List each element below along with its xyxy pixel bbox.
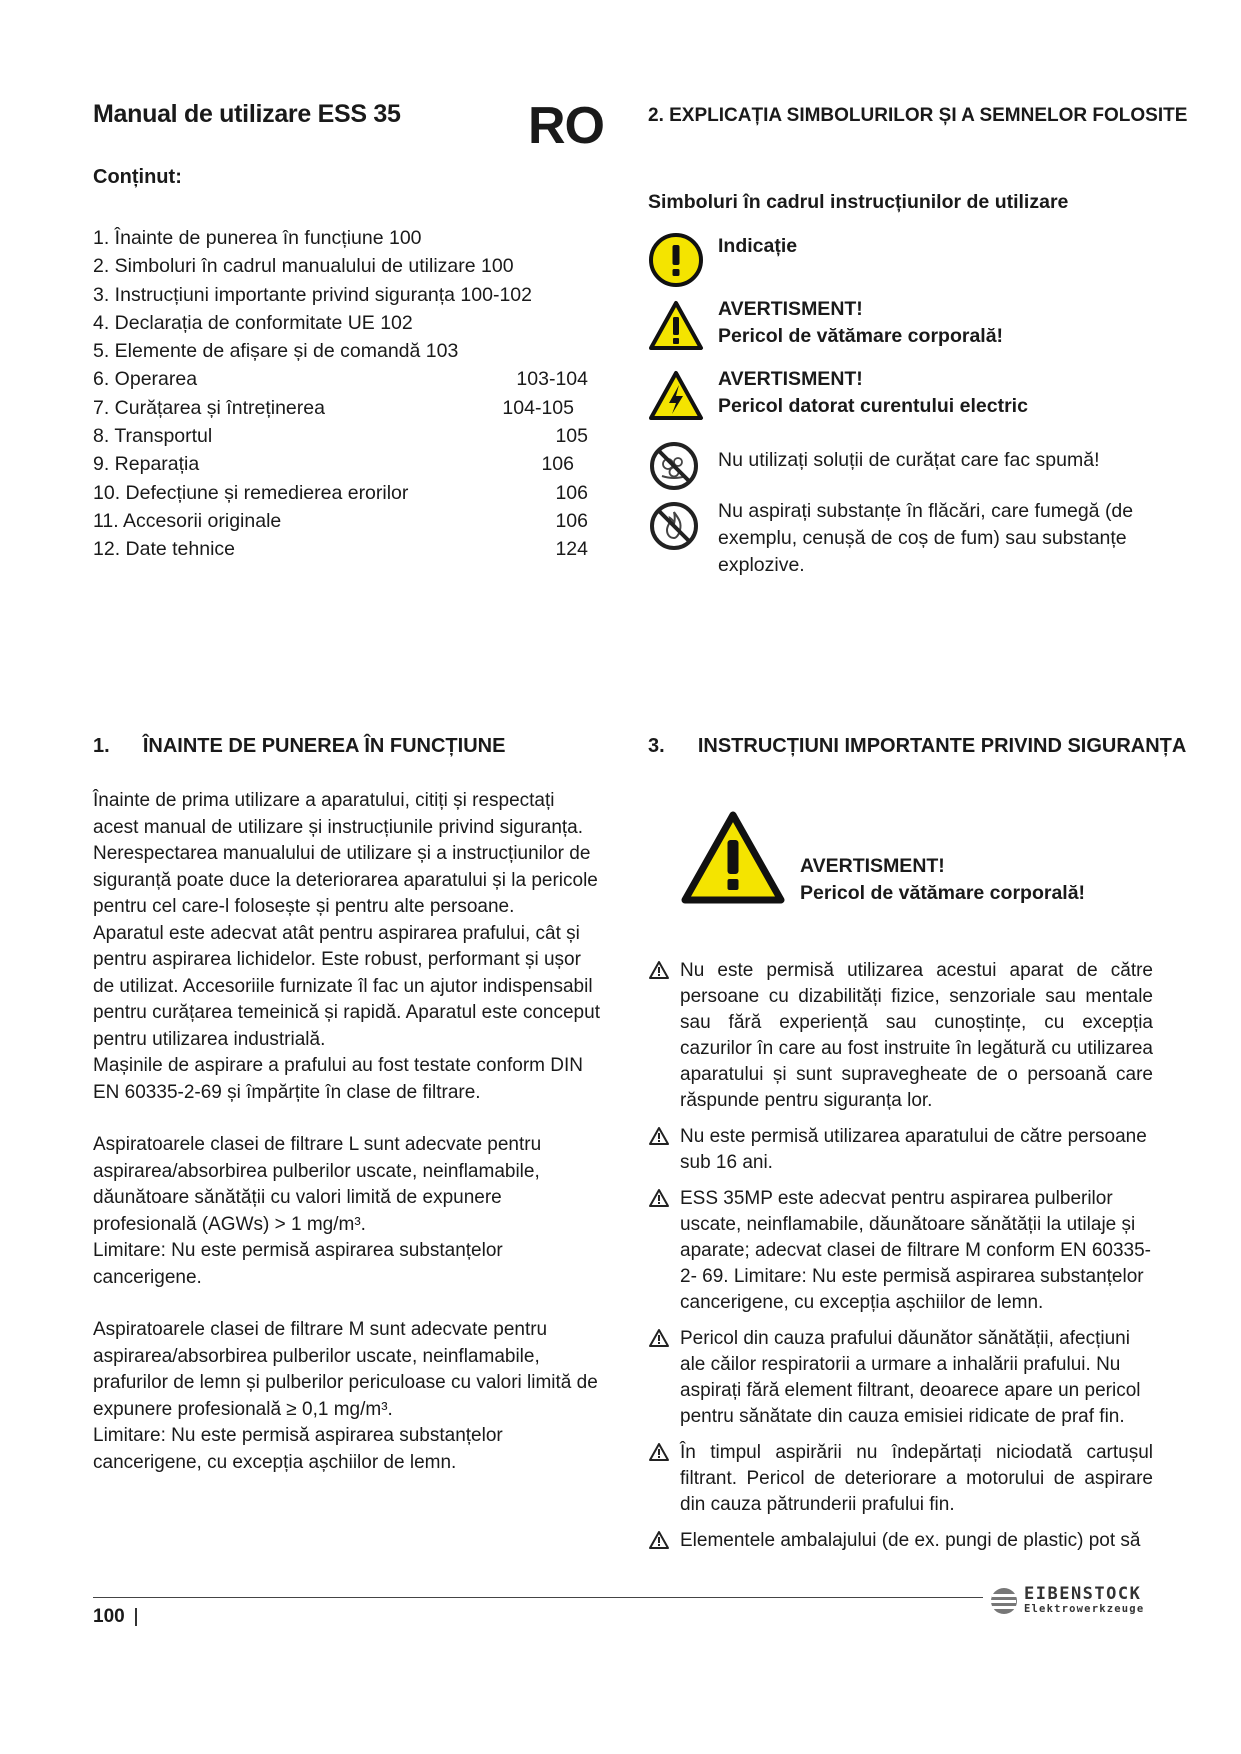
- section1-heading-number: 1.: [93, 735, 110, 757]
- contents-label: Conținut:: [93, 166, 182, 188]
- toc-item-title: 8. Transportul: [93, 425, 213, 448]
- symbol-text: explozive.: [718, 554, 805, 576]
- toc-item-title: 1. Înainte de punerea în funcțiune 100: [93, 227, 422, 249]
- small-warning-icon: [648, 1126, 670, 1146]
- toc-item-title: 6. Operarea: [93, 368, 198, 391]
- safety-bullet-text: ESS 35MP este adecvat pentru aspirarea pulberilor uscate, neinflamabile, dăunătoare sănătății la utilaje și aparate; adecvat clasei de filtrare M conform EN 60335-2- 69. Limitare: Nu este permisă aspirarea substanțelor cancerigene, cu excepția așchiilor de lemn.: [680, 1188, 1152, 1313]
- brand-name: EIBENSTOCK: [1024, 1584, 1142, 1604]
- small-warning-icon: [648, 1530, 670, 1550]
- toc-item-page: 106: [541, 453, 574, 476]
- section1-body: [93, 788, 603, 1476]
- exclamation-circle-icon: [648, 232, 704, 288]
- section1-paragraph: Înainte de prima utilizare a aparatului, citiți și respectați acest manual de utilizare și instrucțiunile privind siguranța. Nerespectarea manualului de utilizare și a instrucțiunilor de siguranță poate duce la deteriorarea aparatului și la pericole pentru cel care-l folosește și pentru alte persoane.: [93, 790, 598, 917]
- toc-item-page: 106: [555, 481, 588, 504]
- section1-paragraph: Aspiratoarele clasei de filtrare M sunt adecvate pentru aspirarea/absorbirea pulberilor uscate, neinflamabile, prafurilor de lemn și pulberilor periculoase cu valori limită de expunere profesională ≥ 0,1 mg/m³.: [93, 1319, 598, 1420]
- safety-bullet-text: Elementele ambalajului (de ex. pungi de plastic) pot să: [680, 1530, 1141, 1551]
- section1-paragraph: Limitare: Nu este permisă aspirarea substanțelor cancerigene.: [93, 1240, 503, 1288]
- small-warning-icon: [648, 1188, 670, 1208]
- safety-bullet-list: [648, 958, 1153, 1564]
- large-warning-triangle-icon: [680, 810, 786, 906]
- toc-item-page: 106: [555, 509, 588, 532]
- small-warning-icon: [648, 960, 670, 980]
- safety-bullet-text: În timpul aspirării nu îndepărtați niciodată cartușul filtrant. Pericol de deteriorare a motorului de aspirare din cauza pătrunderii prafului fin.: [680, 1442, 1153, 1515]
- no-foam-icon: [648, 440, 700, 492]
- toc-item: [93, 394, 588, 422]
- toc-item: [93, 252, 588, 280]
- toc-item: [93, 450, 588, 478]
- symbol-text: Pericol datorat curentului electric: [718, 395, 1028, 417]
- toc-item: [93, 281, 588, 309]
- toc-item-title: 11. Accesorii originale: [93, 509, 282, 532]
- section3-heading-number: 3.: [648, 735, 665, 757]
- safety-bullet: [648, 1124, 1153, 1176]
- table-of-contents: [93, 224, 588, 564]
- toc-item: [93, 422, 588, 450]
- brand-logo-icon: [988, 1586, 1020, 1616]
- toc-item-title: 3. Instrucțiuni importante privind siguranța 100-102: [93, 283, 532, 306]
- toc-item-page: 104-105: [502, 396, 574, 419]
- section3-heading-text: INSTRUCȚIUNI IMPORTANTE PRIVIND SIGURANȚA: [697, 735, 1187, 757]
- toc-item-page: 105: [555, 425, 588, 448]
- toc-item: [93, 309, 588, 337]
- document-title: Manual de utilizare ESS 35: [93, 100, 401, 128]
- section3-heading: [648, 735, 1186, 758]
- section1-paragraph: Aparatul este adecvat atât pentru aspirarea prafului, cât și pentru aspirarea lichidelor. Este robust, performant și ușor de utilizat. Accesoriile furnizate îl fac un ajutor indispensabil pentru curățarea temeinică și rapidă. Aparatul este conceput pentru utilizarea industrială.: [93, 922, 600, 1050]
- symbol-text: Pericol de vătămare corporală!: [718, 325, 1004, 347]
- toc-item-page: 124: [555, 538, 588, 561]
- toc-item: [93, 479, 588, 507]
- symbol-text: Nu aspirați substanțe în flăcări, care fumegă (de: [718, 500, 1134, 522]
- section1-paragraph: Mașinile de aspirare a prafului au fost testate conform DIN EN 60335-2-69 și împărțite în clase de filtrare.: [93, 1055, 584, 1103]
- section2-subheading: Simboluri în cadrul instrucțiunilor de utilizare: [648, 191, 1069, 213]
- symbol-text: Indicație: [718, 235, 798, 257]
- section3-warning-line: AVERTISMENT!: [800, 855, 945, 877]
- symbol-text: AVERTISMENT!: [718, 298, 863, 320]
- small-warning-icon: [648, 1328, 670, 1348]
- warning-triangle-icon: [648, 300, 704, 352]
- toc-item-title: 5. Elemente de afișare și de comandă 103: [93, 340, 459, 363]
- toc-item: [93, 507, 588, 535]
- section2-heading: 2. EXPLICAȚIA SIMBOLURILOR ȘI A SEMNELOR FOLOSITE: [648, 105, 1188, 126]
- symbol-text: exemplu, cenușă de coș de fum) sau substanțe: [718, 527, 1127, 549]
- brand-subtitle: Elektrowerkzeuge: [1024, 1603, 1145, 1615]
- safety-bullet-text: Nu este permisă utilizarea aparatului de către persoane sub 16 ani.: [680, 1126, 1147, 1173]
- section1-heading: [93, 735, 505, 758]
- section1-heading-text: ÎNAINTE DE PUNEREA ÎN FUNCȚIUNE: [142, 735, 506, 757]
- section1-paragraph: Aspiratoarele clasei de filtrare L sunt adecvate pentru aspirarea/absorbirea pulberilor uscate, neinflamabile, dăunătoare sănătății cu valori limită de expunere profesională (AGWs) > 1 mg/m³.: [93, 1134, 542, 1235]
- toc-item-title: 2. Simboluri în cadrul manualului de utilizare 100: [93, 255, 514, 278]
- page-number-separator: [135, 1608, 137, 1626]
- toc-item: [93, 535, 588, 563]
- safety-bullet: [648, 1440, 1153, 1518]
- toc-item-title: 9. Reparația: [93, 453, 200, 476]
- safety-bullet-text: Pericol din cauza prafului dăunător sănătății, afecțiuni ale căilor respiratorii a urmare a inhalării prafului. Nu aspirați fără element filtrant, deoarece apare un pericol pentru sănătate din cauza emisiei ridicate de praf fin.: [680, 1328, 1141, 1427]
- language-code: RO: [528, 97, 604, 155]
- section1-paragraph: Limitare: Nu este permisă aspirarea substanțelor cancerigene, cu excepția așchiilor de lemn.: [93, 1425, 503, 1473]
- symbol-text: AVERTISMENT!: [718, 368, 863, 390]
- page-number: 100: [93, 1606, 125, 1627]
- symbol-text: Nu utilizați soluții de curățat care fac spumă!: [718, 449, 1100, 471]
- toc-item-title: 10. Defecțiune și remedierea erorilor: [93, 481, 409, 504]
- toc-item: [93, 337, 588, 365]
- safety-bullet: [648, 958, 1153, 1114]
- safety-bullet: [648, 1528, 1153, 1554]
- toc-item-title: 12. Date tehnice: [93, 538, 236, 561]
- section3-warning-text: [800, 853, 1085, 907]
- section3-warning-line: Pericol de vătămare corporală!: [800, 882, 1086, 904]
- electric-warning-icon: [648, 370, 704, 422]
- small-warning-icon: [648, 1442, 670, 1462]
- safety-bullet-text: Nu este permisă utilizarea acestui aparat de către persoane cu dizabilități fizice, senzoriale sau mentale sau fără experiență sau cunoștințe, cu excepția cazurilor în care au fost instruite în legătură cu utilizarea aparatului și sunt supravegheate de o persoană care răspunde pentru siguranța lor.: [680, 960, 1153, 1111]
- footer-divider: [93, 1597, 983, 1598]
- toc-item: [93, 224, 588, 252]
- no-flame-icon: [648, 500, 700, 552]
- safety-bullet: [648, 1186, 1153, 1316]
- toc-item-title: 7. Curățarea și întreținerea: [93, 396, 325, 419]
- brand-logo: [988, 1584, 1148, 1620]
- safety-bullet: [648, 1326, 1153, 1430]
- toc-item-title: 4. Declarația de conformitate UE 102: [93, 311, 413, 334]
- toc-item: [93, 365, 588, 393]
- toc-item-page: 103-104: [516, 368, 588, 391]
